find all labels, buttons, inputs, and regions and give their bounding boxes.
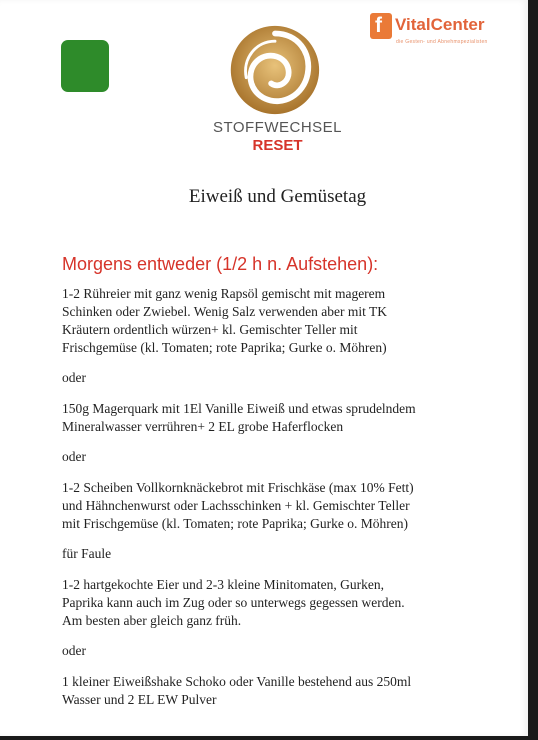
meal-option-paragraph bbox=[62, 400, 492, 436]
vitalcenter-tagline: die Gesten- und Abnehmspezialisten bbox=[396, 39, 488, 45]
text-line: 1-2 Rühreier mit ganz wenig Rapsöl gemischt mit magerem bbox=[62, 286, 386, 301]
section-heading: Morgens entweder (1/2 h n. Aufstehen): bbox=[62, 254, 379, 274]
text-line: oder bbox=[62, 449, 86, 464]
text-line: Schinken oder Zwiebel. Wenig Salz verwenden aber mit TK bbox=[62, 304, 387, 319]
meal-options-body bbox=[62, 285, 492, 721]
text-line: mit Frischgemüse (kl. Tomaten; rote Paprika; Gurke o. Möhren) bbox=[62, 516, 408, 531]
brand-subtitle: RESET bbox=[252, 137, 303, 154]
separator-text bbox=[62, 642, 492, 660]
vitalcenter-name: VitalCenter bbox=[395, 15, 485, 34]
text-line: Am besten aber gleich ganz früh. bbox=[62, 613, 242, 628]
text-line: Mineralwasser verrühren+ 2 EL grobe Haferflocken bbox=[62, 419, 344, 434]
text-line: Paprika kann auch im Zug oder so unterwegs gegessen werden. bbox=[62, 595, 405, 610]
text-line: Wasser und 2 EL EW Pulver bbox=[62, 692, 217, 707]
spiral-swirl-icon bbox=[226, 22, 324, 118]
vitalcenter-mark: f bbox=[370, 13, 392, 39]
text-line: für Faule bbox=[62, 546, 112, 561]
text-line: 1 kleiner Eiweißshake Schoko oder Vanille bestehend aus 250ml bbox=[62, 674, 412, 689]
separator-text bbox=[62, 545, 492, 563]
green-square-icon bbox=[61, 40, 109, 92]
text-line: oder bbox=[62, 643, 86, 658]
text-line: Kräutern ordentlich würzen+ kl. Gemischter Teller mit bbox=[62, 322, 358, 337]
meal-option-paragraph bbox=[62, 673, 492, 709]
text-line: Frischgemüse (kl. Tomaten; rote Paprika; Gurke o. Möhren) bbox=[62, 340, 387, 355]
text-line: 1-2 Scheiben Vollkornknäckebrot mit Frischkäse (max 10% Fett) bbox=[62, 480, 414, 495]
text-line: 1-2 hartgekochte Eier und 2-3 kleine Minitomaten, Gurken, bbox=[62, 577, 385, 592]
separator-text bbox=[62, 369, 492, 387]
page-title: Eiweiß und Gemüsetag bbox=[188, 186, 367, 207]
text-line: und Hähnchenwurst oder Lachsschinken + kl. Gemischter Teller bbox=[62, 498, 410, 513]
meal-option-paragraph bbox=[62, 285, 492, 357]
text-line: 150g Magerquark mit 1El Vanille Eiweiß und etwas sprudelndem bbox=[62, 401, 416, 416]
separator-text bbox=[62, 448, 492, 466]
text-line: oder bbox=[62, 370, 86, 385]
meal-option-paragraph bbox=[62, 479, 492, 533]
brand-name: STOFFWECHSEL bbox=[212, 119, 343, 136]
vitalcenter-logo-icon bbox=[370, 13, 505, 51]
meal-option-paragraph bbox=[62, 576, 492, 630]
